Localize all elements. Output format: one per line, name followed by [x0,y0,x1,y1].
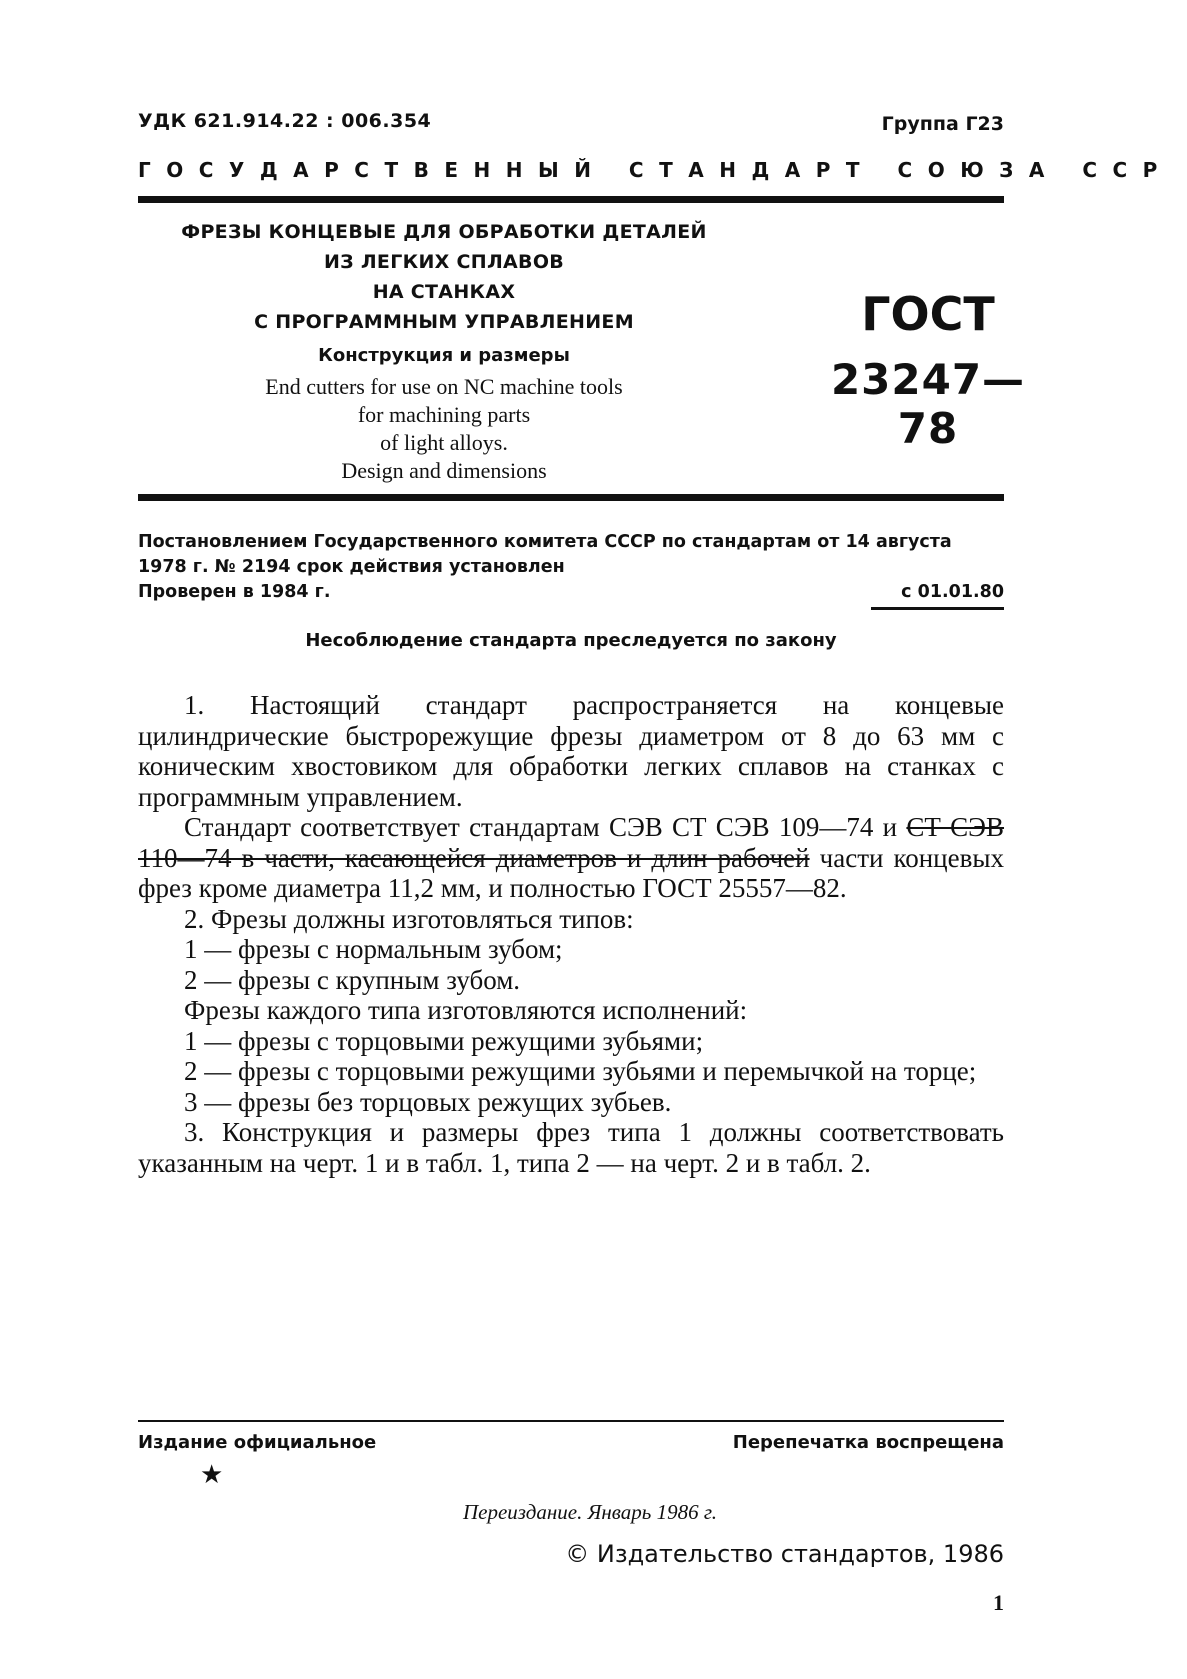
top-divider [138,196,1004,203]
resolution-line-3: Проверен в 1984 г. [138,582,331,602]
paragraph-compliance [138,812,1004,904]
title-line-3: НА СТАНКАХ [372,281,516,303]
title-divider [138,494,1004,501]
resolution-line-2: 1978 г. № 2194 срок действия установлен [138,557,565,577]
paragraph-scope: 1. Настоящий стандарт распространяется на концевые цилиндрические быстрорежущие фрезы диаметром от 8 до 63 мм с коническим хвостовиком для обработки легких сплавов на станках с программным управлением. [138,690,1004,812]
title-subtitle: Конструкция и размеры [318,345,570,366]
struck-text: СТ СЭВ 110—74 в части, касающейся диаметров и длин рабочей [138,812,1005,873]
udk-code: УДК 621.914.22 : 006.354 [138,110,432,132]
official-edition: Издание официальное [138,1432,377,1453]
star-icon: ★ [200,1460,224,1490]
english-title-line-3: of light alloys. [380,430,508,455]
resolution-block [138,530,1004,610]
title-block [138,217,750,483]
english-title-line-4: Design and dimensions [341,458,547,483]
english-title-line-1: End cutters for use on NC machine tools [265,374,623,399]
footer-divider [138,1420,1004,1422]
gost-label: ГОСТ [861,287,995,341]
reprint-prohibited: Перепечатка воспрещена [732,1432,1004,1453]
paragraph-version-2: 2 — фрезы с торцовыми режущими зубьями и перемычкой на торце; [184,1056,977,1086]
paragraph-versions: Фрезы каждого типа изготовляются исполнений: [184,995,748,1025]
group-code: Группа Г23 [881,113,1004,135]
effective-date: с 01.01.80 [871,580,1004,610]
body-text [138,690,1004,1178]
english-title-line-2: for machining parts [357,402,531,427]
title-line-2: ИЗ ЛЕГКИХ СПЛАВОВ [323,251,565,273]
paragraph-type-2: 2 — фрезы с крупным зубом. [184,964,521,995]
compliance-text-start: Стандарт соответствует стандартам СЭВ СТ СЭВ 109—74 и [184,812,898,842]
gost-number: 23247—78 [830,355,1026,453]
paragraph-version-1: 1 — фрезы с торцовыми режущими зубьями; [184,1025,704,1056]
compliance-text-end: части концевых фрез кроме диаметра 11,2 мм, и полностью ГОСТ 25557—82. [138,842,1004,903]
paragraph-version-3: 3 — фрезы без торцовых режущих зубьев. [184,1086,672,1117]
paragraph-types: 2. Фрезы должны изготовляться типов: [184,903,634,934]
title-line-4: С ПРОГРАММНЫМ УПРАВЛЕНИЕМ [254,311,634,333]
law-notice: Несоблюдение стандарта преследуется по закону [305,630,837,651]
page-number: 1 [993,1590,1004,1615]
publisher-copyright: © Издательство стандартов, 1986 [565,1540,1004,1568]
paragraph-type-1: 1 — фрезы с нормальным зубом; [184,934,563,964]
reissue-note: Переиздание. Январь 1986 г. [463,1500,717,1524]
resolution-line-1: Постановлением Государственного комитета СССР по стандартам от 14 августа [138,532,952,552]
state-standard-heading: ГОСУДАРСТВЕННЫЙ СТАНДАРТ СОЮЗА ССР [138,158,1173,182]
title-line-1: ФРЕЗЫ КОНЦЕВЫЕ ДЛЯ ОБРАБОТКИ ДЕТАЛЕЙ [181,221,707,243]
paragraph-design: 3. Конструкция и размеры фрез типа 1 должны соответствовать указанным на черт. 1 и в табл. 1, типа 2 — на черт. 2 и в табл. 2. [138,1117,1004,1178]
